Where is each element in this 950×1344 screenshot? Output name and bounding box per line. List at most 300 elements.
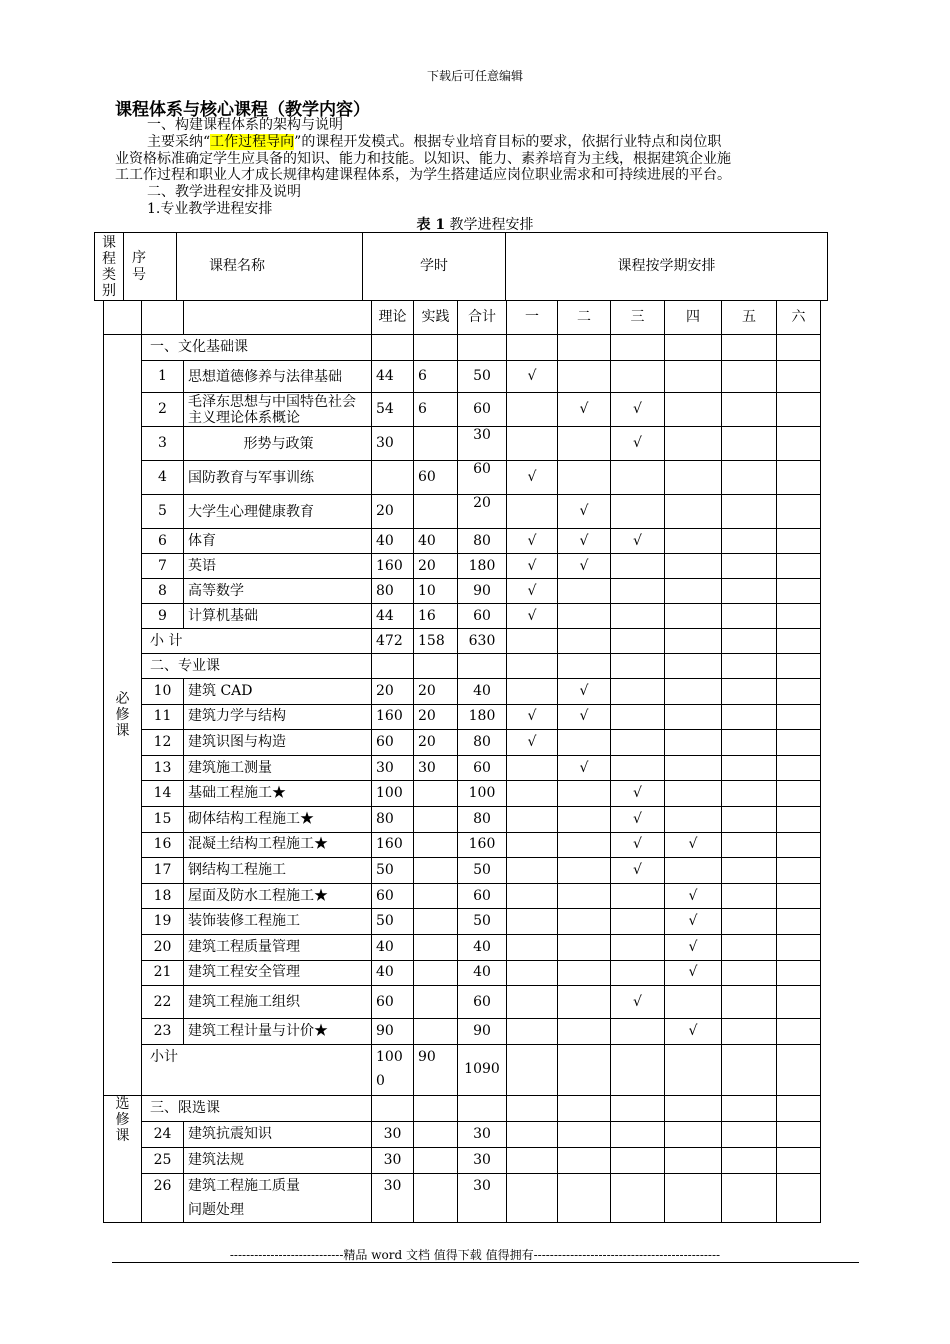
semester-3-cell xyxy=(611,755,665,781)
hours-total: 80 xyxy=(458,529,507,554)
course-name: 国防教育与军事训练 xyxy=(184,461,372,495)
semester-3-cell xyxy=(611,1147,665,1173)
semester-6-cell xyxy=(777,495,821,529)
hours-practice xyxy=(414,781,458,807)
semester-6-cell xyxy=(777,986,821,1019)
semester-4-cell xyxy=(665,461,722,495)
course-name: 计算机基础 xyxy=(184,604,372,629)
semester-6-cell xyxy=(777,361,821,393)
semester-5-cell xyxy=(722,529,777,554)
hours-practice: 10 xyxy=(414,579,458,604)
semester-6-cell xyxy=(777,909,821,935)
hours-total: 40 xyxy=(458,960,507,986)
semester-1-cell xyxy=(507,495,558,529)
semester-6-cell xyxy=(777,781,821,807)
header-semester-6: 六 xyxy=(777,301,821,335)
hours-theory: 20 xyxy=(372,679,414,705)
section-row xyxy=(104,335,821,361)
semester-3-cell xyxy=(611,934,665,960)
hours-practice xyxy=(414,1121,458,1147)
course-no: 24 xyxy=(142,1121,184,1147)
semester-4-cell xyxy=(665,361,722,393)
hours-practice xyxy=(414,427,458,461)
semester-2-cell: √ xyxy=(558,495,611,529)
table-cell xyxy=(414,335,458,361)
hours-theory: 60 xyxy=(372,986,414,1019)
semester-6-cell xyxy=(777,704,821,730)
semester-3-cell xyxy=(611,495,665,529)
table-row xyxy=(104,1121,821,1147)
course-name: 砌体结构工程施工★ xyxy=(184,806,372,832)
semester-6-cell xyxy=(777,960,821,986)
course-name: 高等数学 xyxy=(184,579,372,604)
semester-2-cell xyxy=(558,934,611,960)
semester-3-cell: √ xyxy=(611,427,665,461)
semester-1-cell xyxy=(507,427,558,461)
table-cell xyxy=(458,654,507,679)
hours-total: 30 xyxy=(458,1173,507,1222)
hours-theory: 40 xyxy=(372,529,414,554)
hours-total: 80 xyxy=(458,806,507,832)
table-row xyxy=(104,755,821,781)
hours-total: 60 xyxy=(458,393,507,427)
table-cell xyxy=(458,335,507,361)
hours-practice xyxy=(414,832,458,858)
hours-practice: 40 xyxy=(414,529,458,554)
course-no: 8 xyxy=(142,579,184,604)
semester-1-cell xyxy=(507,755,558,781)
hours-total: 60 xyxy=(458,461,507,495)
semester-5-cell xyxy=(722,604,777,629)
semester-3-cell xyxy=(611,1095,665,1121)
subtotal-total: 1090 xyxy=(458,1044,507,1095)
header-total: 合计 xyxy=(458,301,507,335)
hours-practice: 6 xyxy=(414,393,458,427)
header-theory: 理论 xyxy=(372,301,414,335)
semester-1-cell xyxy=(507,1095,558,1121)
course-no: 2 xyxy=(142,393,184,427)
subtotal-label: 小计 xyxy=(142,1044,372,1095)
course-name: 建筑 CAD xyxy=(184,679,372,705)
hours-theory: 60 xyxy=(372,883,414,909)
hours-theory: 90 xyxy=(372,1019,414,1045)
table-row xyxy=(104,393,821,427)
hours-theory: 50 xyxy=(372,858,414,884)
hours-total: 60 xyxy=(458,755,507,781)
hours-total: 30 xyxy=(458,1147,507,1173)
semester-6-cell xyxy=(777,554,821,579)
hours-practice xyxy=(414,883,458,909)
course-no: 15 xyxy=(142,806,184,832)
hours-theory: 54 xyxy=(372,393,414,427)
semester-4-cell: √ xyxy=(665,832,722,858)
course-no: 4 xyxy=(142,461,184,495)
semester-3-cell xyxy=(611,629,665,654)
hours-practice xyxy=(414,495,458,529)
course-name: 建筑力学与结构 xyxy=(184,704,372,730)
semester-3-cell: √ xyxy=(611,986,665,1019)
semester-6-cell xyxy=(777,1147,821,1173)
hours-theory: 30 xyxy=(372,427,414,461)
semester-2-cell xyxy=(558,806,611,832)
semester-5-cell xyxy=(722,629,777,654)
semester-2-cell xyxy=(558,960,611,986)
table-row xyxy=(104,461,821,495)
semester-1-cell: √ xyxy=(507,461,558,495)
hours-theory: 30 xyxy=(372,1147,414,1173)
course-name: 建筑识图与构造 xyxy=(184,730,372,756)
course-no: 23 xyxy=(142,1019,184,1045)
hours-total: 50 xyxy=(458,858,507,884)
semester-6-cell xyxy=(777,883,821,909)
semester-5-cell xyxy=(722,755,777,781)
semester-1-cell xyxy=(507,806,558,832)
course-no: 1 xyxy=(142,361,184,393)
semester-6-cell xyxy=(777,393,821,427)
semester-2-cell xyxy=(558,1147,611,1173)
hours-total: 180 xyxy=(458,554,507,579)
semester-5-cell xyxy=(722,934,777,960)
semester-4-cell: √ xyxy=(665,909,722,935)
course-name: 建筑法规 xyxy=(184,1147,372,1173)
semester-5-cell xyxy=(722,883,777,909)
semester-1-cell: √ xyxy=(507,704,558,730)
semester-3-cell xyxy=(611,1019,665,1045)
semester-5-cell xyxy=(722,960,777,986)
semester-1-cell: √ xyxy=(507,361,558,393)
semester-4-cell xyxy=(665,1044,722,1095)
course-no: 22 xyxy=(142,986,184,1019)
semester-6-cell xyxy=(777,579,821,604)
semester-3-cell xyxy=(611,679,665,705)
hours-theory: 80 xyxy=(372,579,414,604)
table-cell xyxy=(372,335,414,361)
semester-4-cell xyxy=(665,529,722,554)
table-row xyxy=(104,704,821,730)
semester-3-cell xyxy=(611,883,665,909)
subtotal-label: 小 计 xyxy=(142,629,372,654)
hours-total: 50 xyxy=(458,361,507,393)
header-semester-2: 二 xyxy=(558,301,611,335)
table-cell xyxy=(414,1095,458,1121)
table-cell xyxy=(458,1095,507,1121)
hours-practice xyxy=(414,909,458,935)
course-no: 9 xyxy=(142,604,184,629)
semester-4-cell xyxy=(665,806,722,832)
paragraph-text: 主要采纳“ xyxy=(147,134,211,150)
hours-total: 100 xyxy=(458,781,507,807)
semester-1-cell xyxy=(507,1147,558,1173)
semester-5-cell xyxy=(722,1121,777,1147)
semester-5-cell xyxy=(722,495,777,529)
hours-total: 20 xyxy=(458,495,507,529)
hours-practice: 20 xyxy=(414,554,458,579)
section-limited: 三、限选课 xyxy=(142,1095,372,1121)
hours-total: 60 xyxy=(458,986,507,1019)
course-name: 毛泽东思想与中国特色社会主义理论体系概论 xyxy=(184,393,372,427)
table-row xyxy=(104,960,821,986)
semester-5-cell xyxy=(722,361,777,393)
section-row xyxy=(104,1095,821,1121)
semester-5-cell xyxy=(722,1147,777,1173)
hours-total: 90 xyxy=(458,579,507,604)
semester-5-cell xyxy=(722,858,777,884)
semester-4-cell: √ xyxy=(665,883,722,909)
semester-3-cell xyxy=(611,604,665,629)
semester-4-cell xyxy=(665,755,722,781)
semester-1-cell xyxy=(507,858,558,884)
semester-4-cell xyxy=(665,1147,722,1173)
semester-6-cell xyxy=(777,1095,821,1121)
semester-2-cell xyxy=(558,1095,611,1121)
hours-practice xyxy=(414,1019,458,1045)
course-name: 基础工程施工★ xyxy=(184,781,372,807)
semester-5-cell xyxy=(722,679,777,705)
caption-label: 表 1 xyxy=(416,217,446,233)
header-semester-5: 五 xyxy=(722,301,777,335)
blank-cell xyxy=(104,301,142,335)
semester-4-cell xyxy=(665,579,722,604)
semester-5-cell xyxy=(722,579,777,604)
semester-5-cell xyxy=(722,461,777,495)
page-title: 课程体系与核心课程（教学内容） xyxy=(115,100,370,120)
semester-3-cell xyxy=(611,909,665,935)
hours-theory: 60 xyxy=(372,730,414,756)
course-no: 14 xyxy=(142,781,184,807)
hours-total: 30 xyxy=(458,427,507,461)
semester-4-cell xyxy=(665,604,722,629)
course-no: 7 xyxy=(142,554,184,579)
table-row xyxy=(104,781,821,807)
hours-practice: 20 xyxy=(414,679,458,705)
subtotal-practice: 90 xyxy=(414,1044,458,1095)
semester-1-cell xyxy=(507,393,558,427)
hours-practice xyxy=(414,1147,458,1173)
subtotal-practice: 158 xyxy=(414,629,458,654)
section-2-1-heading: 1.专业教学进程安排 xyxy=(147,201,273,217)
section-1-heading: 一、构建课程体系的架构与说明 xyxy=(147,117,343,133)
semester-5-cell xyxy=(722,393,777,427)
footer-rule xyxy=(112,1262,859,1263)
semester-1-cell xyxy=(507,986,558,1019)
hours-theory: 30 xyxy=(372,1121,414,1147)
hours-total: 180 xyxy=(458,704,507,730)
highlighted-text: 工作过程导向 xyxy=(210,134,295,150)
semester-2-cell xyxy=(558,909,611,935)
semester-1-cell: √ xyxy=(507,529,558,554)
semester-2-cell xyxy=(558,427,611,461)
semester-3-cell: √ xyxy=(611,832,665,858)
semester-3-cell xyxy=(611,704,665,730)
hours-practice xyxy=(414,806,458,832)
semester-1-cell: √ xyxy=(507,730,558,756)
table-row xyxy=(104,730,821,756)
hours-practice: 20 xyxy=(414,730,458,756)
course-no: 3 xyxy=(142,427,184,461)
semester-3-cell xyxy=(611,554,665,579)
semester-2-cell: √ xyxy=(558,679,611,705)
semester-2-cell xyxy=(558,579,611,604)
hours-practice xyxy=(414,960,458,986)
blank-cell xyxy=(184,301,372,335)
semester-1-cell xyxy=(507,883,558,909)
paragraph-line-3: 工工作过程和职业人才成长规律构建课程体系，为学生搭建适应岗位职业需求和可持续进展的平台。 xyxy=(115,167,731,183)
semester-2-cell xyxy=(558,883,611,909)
course-name: 建筑工程计量与计价★ xyxy=(184,1019,372,1045)
semester-1-cell: √ xyxy=(507,604,558,629)
semester-6-cell xyxy=(777,1019,821,1045)
semester-2-cell xyxy=(558,781,611,807)
semester-4-cell xyxy=(665,858,722,884)
course-no: 13 xyxy=(142,755,184,781)
semester-4-cell: √ xyxy=(665,1019,722,1045)
hours-practice xyxy=(414,986,458,1019)
semester-6-cell xyxy=(777,629,821,654)
course-name: 思想道德修养与法律基础 xyxy=(184,361,372,393)
course-name: 建筑施工测量 xyxy=(184,755,372,781)
table-row xyxy=(104,806,821,832)
hours-theory: 160 xyxy=(372,832,414,858)
semester-1-cell xyxy=(507,629,558,654)
course-no: 25 xyxy=(142,1147,184,1173)
course-name: 屋面及防水工程施工★ xyxy=(184,883,372,909)
semester-6-cell xyxy=(777,934,821,960)
subtotal-theory: 100 0 xyxy=(372,1044,414,1095)
semester-5-cell xyxy=(722,427,777,461)
hours-practice xyxy=(414,934,458,960)
semester-2-cell xyxy=(558,1121,611,1147)
semester-6-cell xyxy=(777,1044,821,1095)
table-row xyxy=(104,554,821,579)
hours-practice: 20 xyxy=(414,704,458,730)
hours-theory xyxy=(372,461,414,495)
course-no: 16 xyxy=(142,832,184,858)
hours-theory: 100 xyxy=(372,781,414,807)
course-no: 19 xyxy=(142,909,184,935)
semester-4-cell xyxy=(665,393,722,427)
semester-6-cell xyxy=(777,1173,821,1222)
hours-theory: 160 xyxy=(372,704,414,730)
semester-1-cell xyxy=(507,654,558,679)
header-practice: 实践 xyxy=(414,301,458,335)
hours-total: 40 xyxy=(458,934,507,960)
course-no: 5 xyxy=(142,495,184,529)
hours-total: 80 xyxy=(458,730,507,756)
semester-4-cell xyxy=(665,629,722,654)
semester-1-cell xyxy=(507,832,558,858)
subtotal-row xyxy=(104,629,821,654)
table-cell xyxy=(372,1095,414,1121)
course-no: 26 xyxy=(142,1173,184,1222)
semester-5-cell xyxy=(722,832,777,858)
semester-6-cell xyxy=(777,806,821,832)
semester-4-cell xyxy=(665,704,722,730)
semester-1-cell xyxy=(507,934,558,960)
course-name: 建筑工程质量管理 xyxy=(184,934,372,960)
hours-total: 160 xyxy=(458,832,507,858)
semester-3-cell xyxy=(611,654,665,679)
hours-total: 50 xyxy=(458,909,507,935)
course-no: 11 xyxy=(142,704,184,730)
semester-3-cell xyxy=(611,361,665,393)
paragraph-line-1 xyxy=(147,134,721,151)
semester-2-cell xyxy=(558,832,611,858)
semester-3-cell: √ xyxy=(611,393,665,427)
semester-5-cell xyxy=(722,909,777,935)
hours-theory: 44 xyxy=(372,604,414,629)
hours-theory: 40 xyxy=(372,934,414,960)
semester-4-cell xyxy=(665,427,722,461)
course-name: 建筑工程施工组织 xyxy=(184,986,372,1019)
semester-2-cell xyxy=(558,461,611,495)
semester-5-cell xyxy=(722,781,777,807)
course-no: 21 xyxy=(142,960,184,986)
semester-5-cell xyxy=(722,986,777,1019)
section-professional: 二、专业课 xyxy=(142,654,372,679)
semester-4-cell xyxy=(665,679,722,705)
semester-1-cell: √ xyxy=(507,554,558,579)
semester-5-cell xyxy=(722,806,777,832)
table-row xyxy=(104,427,821,461)
semester-5-cell xyxy=(722,654,777,679)
table-header xyxy=(94,232,828,301)
header-semesters: 课程按学期安排 xyxy=(506,233,828,301)
semester-3-cell xyxy=(611,960,665,986)
semester-6-cell xyxy=(777,604,821,629)
semester-4-cell: √ xyxy=(665,960,722,986)
semester-6-cell xyxy=(777,832,821,858)
semester-2-cell xyxy=(558,1019,611,1045)
semester-2-cell xyxy=(558,654,611,679)
hours-total: 60 xyxy=(458,604,507,629)
section-row xyxy=(104,654,821,679)
table-cell xyxy=(414,654,458,679)
semester-5-cell xyxy=(722,704,777,730)
semester-6-cell xyxy=(777,679,821,705)
table-row xyxy=(104,986,821,1019)
header-hours: 学时 xyxy=(363,233,506,301)
course-name: 建筑抗震知识 xyxy=(184,1121,372,1147)
caption-text: 教学进程安排 xyxy=(445,217,534,233)
table-row xyxy=(104,495,821,529)
subtotal-row xyxy=(104,1044,821,1095)
table-row xyxy=(104,883,821,909)
table-row xyxy=(104,361,821,393)
semester-5-cell xyxy=(722,730,777,756)
semester-3-cell xyxy=(611,335,665,361)
semester-2-cell xyxy=(558,1173,611,1222)
semester-3-cell: √ xyxy=(611,806,665,832)
course-table xyxy=(103,300,821,1223)
hours-total: 60 xyxy=(458,883,507,909)
semester-2-cell xyxy=(558,361,611,393)
course-name: 建筑工程安全管理 xyxy=(184,960,372,986)
semester-3-cell: √ xyxy=(611,858,665,884)
semester-5-cell xyxy=(722,335,777,361)
table-row xyxy=(104,679,821,705)
page-header: 下载后可任意编辑 xyxy=(426,69,523,83)
header-no: 序号 xyxy=(124,233,177,301)
course-name: 英语 xyxy=(184,554,372,579)
course-no: 12 xyxy=(142,730,184,756)
group-elective: 选修课 xyxy=(104,1095,142,1222)
semester-2-cell xyxy=(558,858,611,884)
semester-1-cell xyxy=(507,335,558,361)
semester-4-cell xyxy=(665,654,722,679)
semester-2-cell xyxy=(558,986,611,1019)
hours-theory: 40 xyxy=(372,960,414,986)
semester-1-cell xyxy=(507,679,558,705)
